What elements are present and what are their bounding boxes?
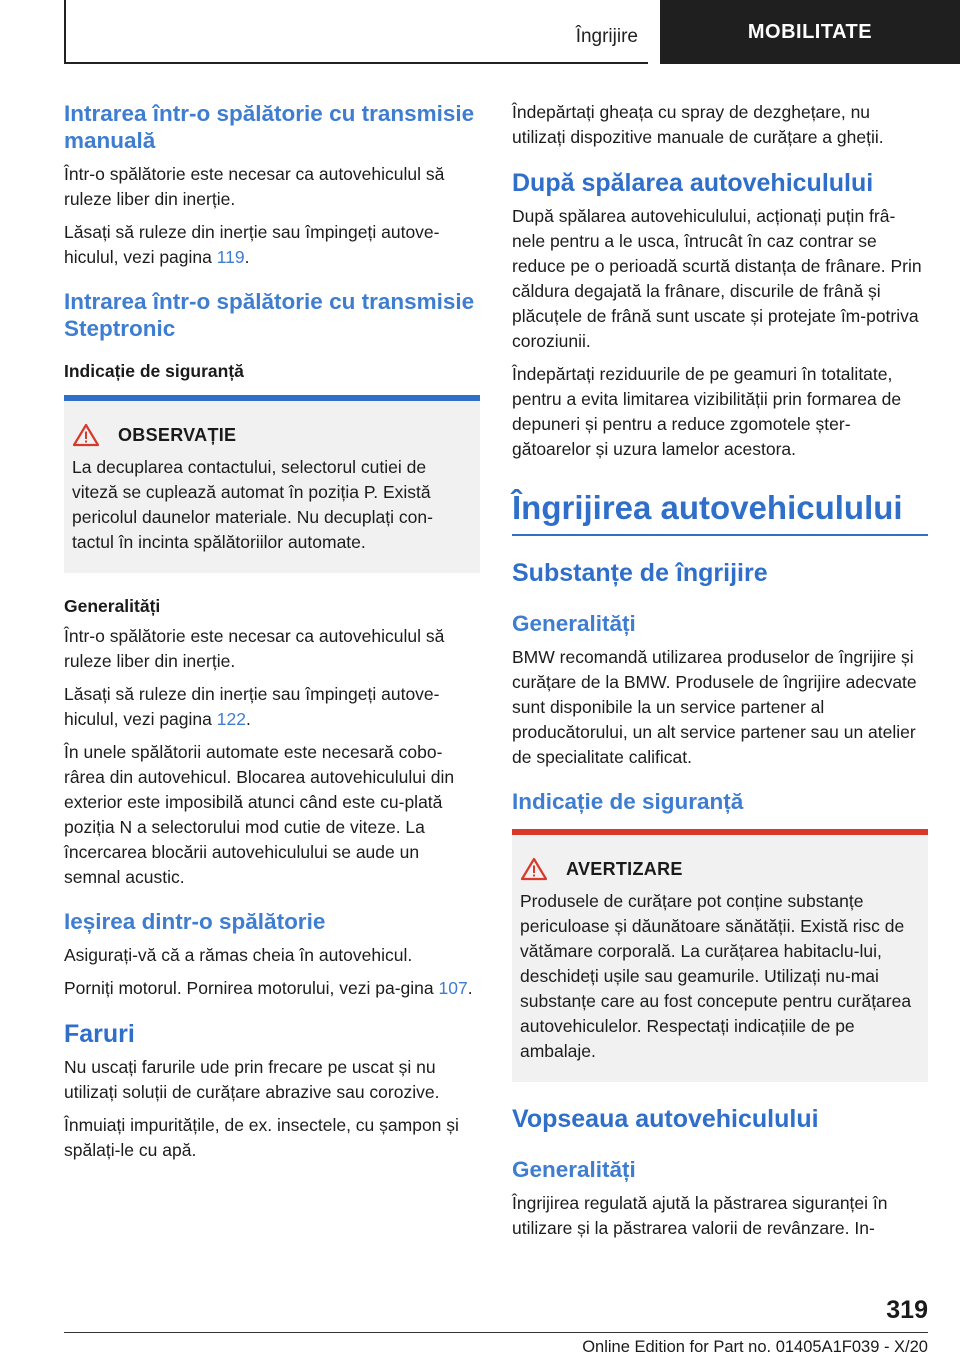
paragraph: Asigurați-vă că a rămas cheia în autovehicul.	[64, 945, 413, 965]
heading-vehicle-paint: Vopseaua autovehiculului	[512, 1105, 819, 1133]
heading-vehicle-care: Îngrijirea autovehiculului	[512, 488, 928, 536]
notice-title: OBSERVAȚIE	[118, 424, 237, 445]
paragraph: Nu uscați farurile ude prin frecare pe uscat și nu utilizați soluții de curățare abrazive sau corozive.	[64, 1057, 440, 1102]
page-link-122[interactable]: 122	[216, 709, 246, 729]
page-link-107[interactable]: 107	[438, 978, 468, 998]
heading-exit-wash: Ieșirea dintr-o spălătorie	[64, 909, 326, 934]
heading-safety-note: Indicație de siguranță	[64, 361, 244, 381]
paragraph: Înmuiați impuritățile, de ex. insectele, cu șampon și spălați-le cu apă.	[64, 1115, 459, 1160]
warning-title: AVERTIZARE	[566, 858, 683, 879]
paragraph: Îngrijirea regulată ajută la păstrarea siguranței în utilizare și la păstrarea valorii de revânzare. In-	[512, 1193, 888, 1238]
warning-triangle-icon	[72, 423, 104, 447]
warning-triangle-icon	[520, 857, 552, 881]
notice-box	[64, 395, 480, 573]
page-number: 319	[886, 1296, 928, 1324]
heading-general: Generalități	[512, 1157, 636, 1182]
notice-text: La decuplarea contactului, selectorul cutiei de viteză se cuplează automat în poziția P. Există pericolul daunelor materiale. Nu decuplați con-tactul în incinta spălătoriilor automate.	[72, 457, 433, 552]
paragraph: Lăsați să ruleze din inerție sau împingeți autove-hiculul, vezi pagina 119.	[64, 222, 440, 267]
header-section-title: Îngrijire	[575, 26, 638, 47]
footer-edition: Online Edition for Part no. 01405A1F039 - X/20	[582, 1338, 928, 1356]
paragraph: Porniți motorul. Pornirea motorului, vezi pa-gina 107.	[64, 978, 473, 998]
heading-manual-transmission: Intrarea într-o spălătorie cu transmisie manuală	[64, 101, 475, 153]
header-bottom-rule	[64, 62, 648, 64]
paragraph: Într-o spălătorie este necesar ca autovehiculul să ruleze liber din inerție.	[64, 626, 445, 671]
page-link-119[interactable]: 119	[216, 247, 245, 267]
heading-steptronic: Intrarea într-o spălătorie cu transmisie Steptronic	[64, 289, 475, 341]
heading-general: Generalități	[64, 596, 161, 616]
paragraph: BMW recomandă utilizarea produselor de îngrijire și curățare de la BMW. Produsele de îngrijire adecvate sunt disponibile la un service partener al producătorului, un alt service partener sau un atelier de specialitate calificat.	[512, 647, 917, 767]
paragraph: Îndepărtați gheața cu spray de dezghețare, nu utilizați dispozitive manuale de curățare a gheții.	[512, 102, 884, 147]
paragraph: În unele spălătorii automate este necesară cobo-rârea din autovehicul. Blocarea autovehiculului din exterior este imposibilă atunci când este cu-plată poziția N a selectorului mod cutie de viteze. La încercarea blocării autovehiculului se aude un semnal acustic.	[64, 742, 455, 887]
warning-text: Produsele de curățare pot conține substanțe periculoase și dăunătoare sănătății. Există risc de vătămare corporală. La curățarea habitaclu-lui, deschideți ușile sau geamurile. Utilizați nu-mai substanțe care au fost concepute pentru curățarea autovehiculelor. Respectați indicațiile de pe ambalaje.	[520, 891, 912, 1061]
paragraph: Lăsați să ruleze din inerție sau împingeți autove-hiculul, vezi pagina 122.	[64, 684, 440, 729]
paragraph: Într-o spălătorie este necesar ca autovehiculul să ruleze liber din inerție.	[64, 164, 445, 209]
header-left-rule	[64, 0, 66, 64]
paragraph: După spălarea autovehiculului, acționați puțin frâ-nele pentru a le usca, întrucât în caz contrar se reduce pe o perioadă scurtă distanța de frânare. Prin căldura degajată la frânare, discurile de frână și plăcuțele de frână sunt uscate și protejate îm-potriva coroziunii.	[512, 206, 922, 351]
paragraph: Îndepărtați reziduurile de pe geamuri în totalitate, pentru a evita limitarea vizibilității prin formarea de depuneri și pentru a reduce zgomotele șter-gătoarelor și uzura lamelor acestora.	[512, 364, 902, 459]
heading-headlights: Faruri	[64, 1020, 135, 1048]
right-column	[512, 100, 928, 1249]
left-column	[64, 100, 480, 1171]
header-chapter-tab: MOBILITATE	[660, 0, 960, 64]
heading-safety-note: Indicație de siguranță	[512, 789, 744, 814]
warning-box	[512, 829, 928, 1082]
heading-care-substances: Substanțe de îngrijire	[512, 559, 768, 587]
footer-rule	[64, 1332, 928, 1333]
heading-after-wash: După spălarea autovehiculului	[512, 169, 874, 197]
heading-general: Generalități	[512, 611, 636, 636]
